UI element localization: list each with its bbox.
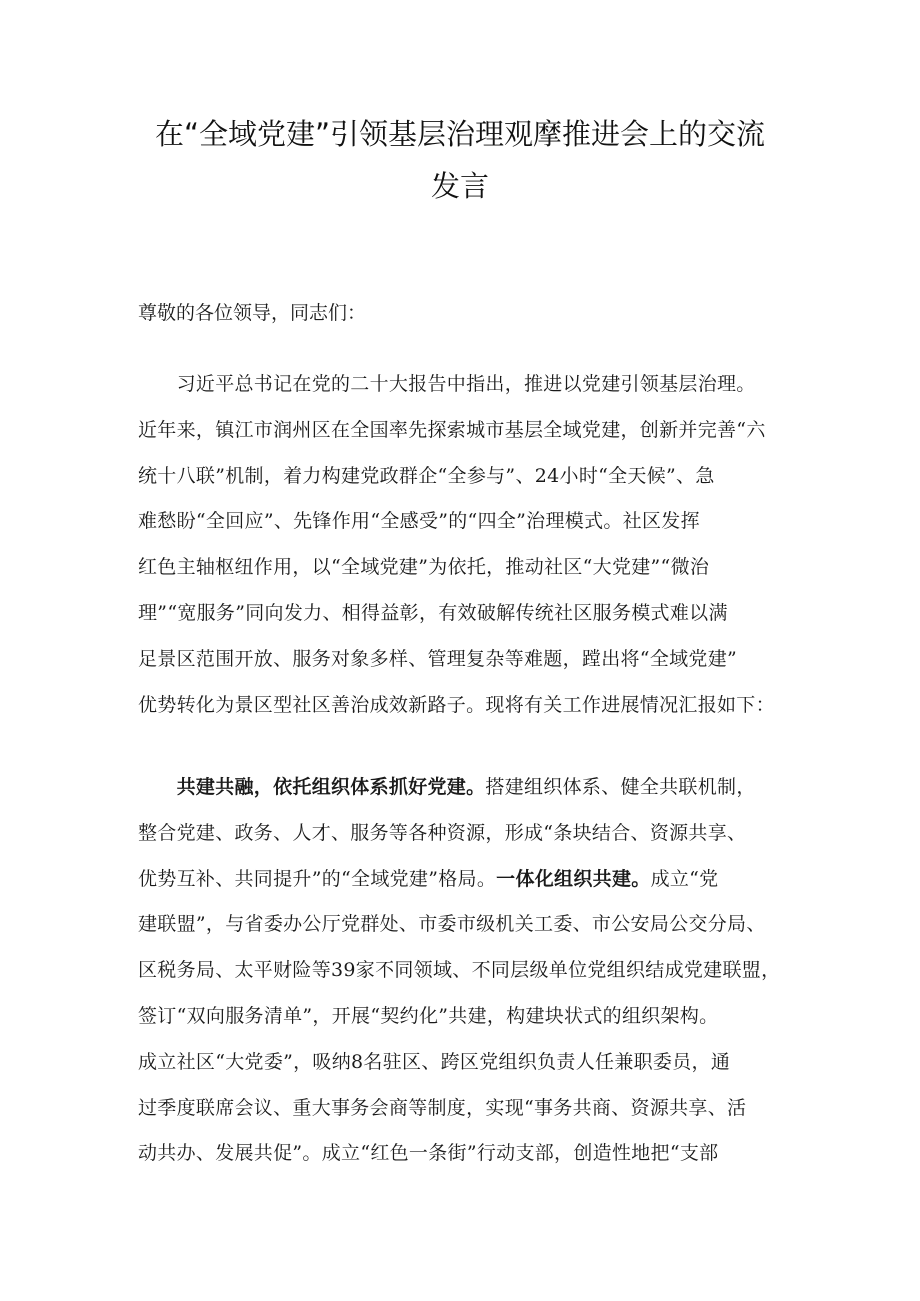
text-line: 签订“双向服务清单”，开展“契约化”共建，构建块状式的组织架构。 xyxy=(138,1004,719,1027)
text-span: 搭建组织体系、健全共联机制， xyxy=(485,776,756,798)
text-line: 理”“宽服务”同向发力、相得益彰，有效破解传统社区服务模式难以满 xyxy=(138,601,728,624)
paragraph-intro xyxy=(138,362,796,728)
text-line: 整合党建、政务、人才、服务等各种资源，形成“条块结合、资源共享、 xyxy=(138,821,747,844)
text-line: 成立社区“大党委”，吸纳8名驻区、跨区党组织负责人任兼职委员，通 xyxy=(138,1050,731,1073)
text-span: 优势互补、共同提升”的“全域党建”格局。 xyxy=(138,867,497,890)
text-line: 统十八联”机制，着力构建党政群企“全参与”、24小时“全天候”、急 xyxy=(138,464,715,487)
text-line: 足景区范围开放、服务对象多样、管理复杂等难题，蹚出将“全域党建” xyxy=(138,647,738,670)
text-line: 难愁盼“全回应”、先锋作用“全感受”的“四全”治理模式。社区发挥 xyxy=(138,510,700,533)
text-line xyxy=(138,765,796,811)
text-line: 动共办、发展共促”。成立“红色一条街”行动支部，创造性地把“支部 xyxy=(138,1142,719,1165)
text-line: 近年来，镇江市润州区在全国率先探索城市基层全域党建，创新并完善“六 xyxy=(138,418,766,441)
sub-heading: 一体化组织共建。 xyxy=(496,867,651,890)
text-line: 习近平总书记在党的二十大报告中指出，推进以党建引领基层治理。 xyxy=(138,373,756,395)
text-line: 红色主轴枢纽作用，以“全域党建”为依托，推动社区“大党建”“微治 xyxy=(138,556,710,579)
text-line: 过季度联席会议、重大事务会商等制度，实现“事务共商、资源共享、活 xyxy=(138,1096,747,1119)
text-line: 优势转化为景区型社区善治成效新路子。现将有关工作进展情况汇报如下： xyxy=(138,693,775,716)
text-span: 成立“党 xyxy=(650,867,719,890)
text-line xyxy=(138,857,796,903)
document-title: 在“全域党建”引领基层治理观摩推进会上的交流发言 xyxy=(154,117,766,203)
salutation: 尊敬的各位领导，同志们： xyxy=(138,302,367,324)
paragraph-section-1 xyxy=(138,765,796,1177)
text-line: 建联盟”，与省委办公厅党群处、市委市级机关工委、市公安局公交分局、 xyxy=(138,913,766,936)
text-line: 区税务局、太平财险等39家不同领域、不同层级单位党组织结成党建联盟， xyxy=(138,959,781,982)
section-heading: 共建共融，依托组织体系抓好党建。 xyxy=(176,776,486,798)
